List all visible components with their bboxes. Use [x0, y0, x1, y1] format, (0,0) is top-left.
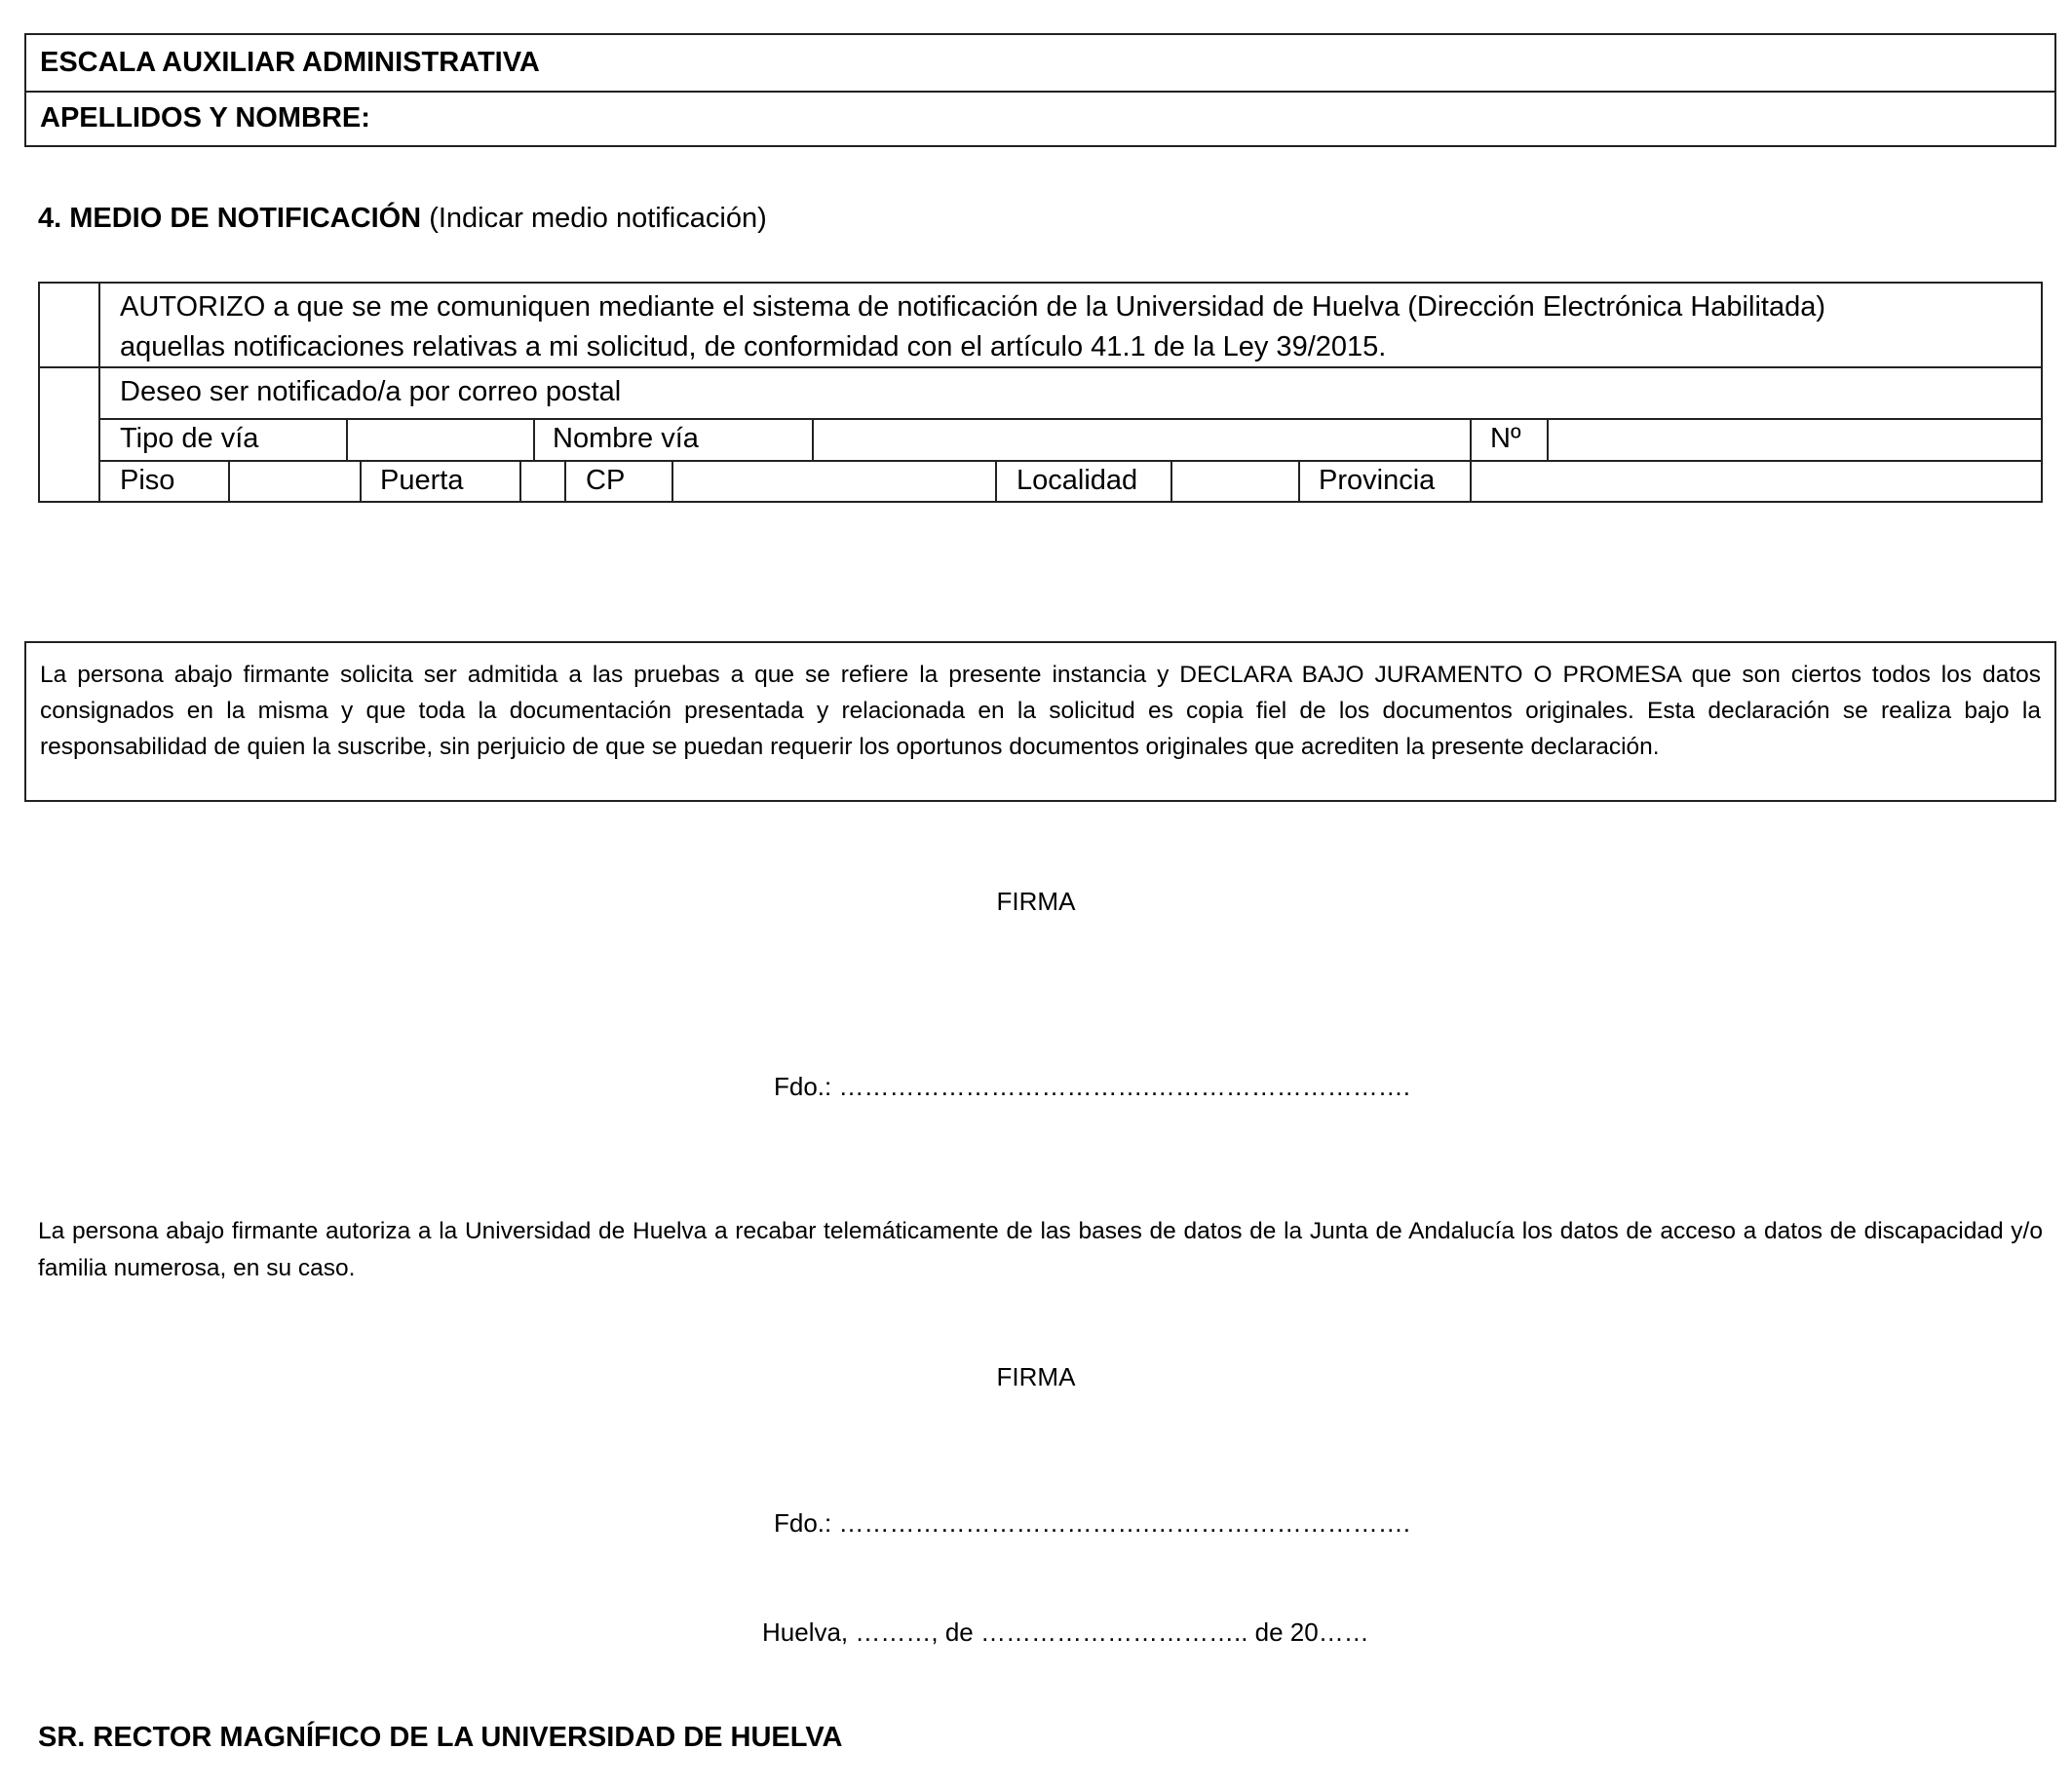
cell-divider: [360, 460, 362, 501]
authorization-text: La persona abajo firmante autoriza a la Universidad de Huelva a recabar telemáticamente de las bases de datos de la Junta de Andalucía los datos de acceso a datos de discapacidad y/o familia numerosa, en su caso.: [38, 1218, 2043, 1281]
postal-code-label: CP: [586, 465, 626, 496]
cell-divider: [1470, 418, 1472, 460]
place-date-line[interactable]: Huelva, ………, de ………………………….. de 20……: [762, 1617, 1369, 1647]
street-number-field[interactable]: [1549, 420, 2041, 460]
section-title-note: (Indicar medio notificación): [421, 203, 767, 234]
cell-divider: [564, 460, 566, 501]
door-field[interactable]: [521, 462, 562, 501]
signed-by-line-2[interactable]: Fdo.: ……………………………….………………………….: [774, 1508, 1410, 1538]
name-label: APELLIDOS Y NOMBRE:: [40, 102, 370, 133]
signed-by-line-1[interactable]: Fdo.: ……………………………….………………………….: [774, 1072, 1410, 1101]
street-type-field[interactable]: [348, 420, 531, 460]
signature-label-1: FIRMA: [996, 887, 1076, 916]
section-title-bold: 4. MEDIO DE NOTIFICACIÓN: [38, 203, 422, 234]
scale-label: ESCALA AUXILIAR ADMINISTRATIVA: [40, 47, 540, 78]
locality-label: Localidad: [1017, 465, 1138, 496]
province-field[interactable]: [1472, 462, 2041, 501]
name-row[interactable]: [26, 91, 2054, 146]
addressee: SR. RECTOR MAGNÍFICO DE LA UNIVERSIDAD DE HUELVA: [38, 1722, 843, 1753]
declaration-box: [24, 641, 2056, 802]
row-divider: [40, 366, 2041, 368]
applicant-header-box: [24, 33, 2056, 147]
electronic-option-line1: AUTORIZO a que se me comuniquen mediante el sistema de notificación de la Universidad de Huelva (Dirección Electrónica Habilitada): [120, 291, 1825, 323]
signature-area-2[interactable]: [682, 1403, 1423, 1501]
door-label: Puerta: [380, 465, 464, 496]
cell-divider: [995, 460, 997, 501]
floor-field[interactable]: [230, 462, 358, 501]
signature-area-1[interactable]: [682, 935, 1423, 1062]
cell-divider: [1298, 460, 1300, 501]
declaration-text: La persona abajo firmante solicita ser admitida a las pruebas a que se refiere la presente instancia y DECLARA BAJO JURAMENTO O PROMESA que son ciertos todos los datos consignados en la misma y que toda la documentación presentada y relacionada en la solicitud es copia fiel de los documentos originales. Esta declaración se realiza bajo la responsabilidad de quien la suscribe, sin perjuicio de que se puedan requerir los oportunos documentos originales que acrediten la presente declaración.: [40, 662, 2041, 760]
street-number-label: Nº: [1490, 423, 1521, 454]
checkbox-column-divider: [98, 284, 100, 501]
floor-label: Piso: [120, 465, 175, 496]
notification-table: [38, 282, 2043, 503]
locality-field[interactable]: [1172, 462, 1296, 501]
scale-row: [26, 35, 2054, 93]
electronic-notification-checkbox[interactable]: [40, 284, 98, 366]
section-title: [38, 203, 767, 235]
street-type-label: Tipo de vía: [120, 423, 259, 454]
signature-label-2: FIRMA: [996, 1362, 1076, 1391]
electronic-option-line2: aquellas notificaciones relativas a mi solicitud, de conformidad con el artículo 41.1 de la Ley 39/2015.: [120, 331, 1387, 362]
postal-notification-checkbox[interactable]: [40, 368, 98, 501]
postal-option-label: Deseo ser notificado/a por correo postal: [120, 376, 622, 407]
postal-code-field[interactable]: [673, 462, 993, 501]
province-label: Provincia: [1319, 465, 1436, 496]
cell-divider: [533, 418, 535, 460]
street-name-field[interactable]: [814, 420, 1468, 460]
street-name-label: Nombre vía: [553, 423, 699, 454]
